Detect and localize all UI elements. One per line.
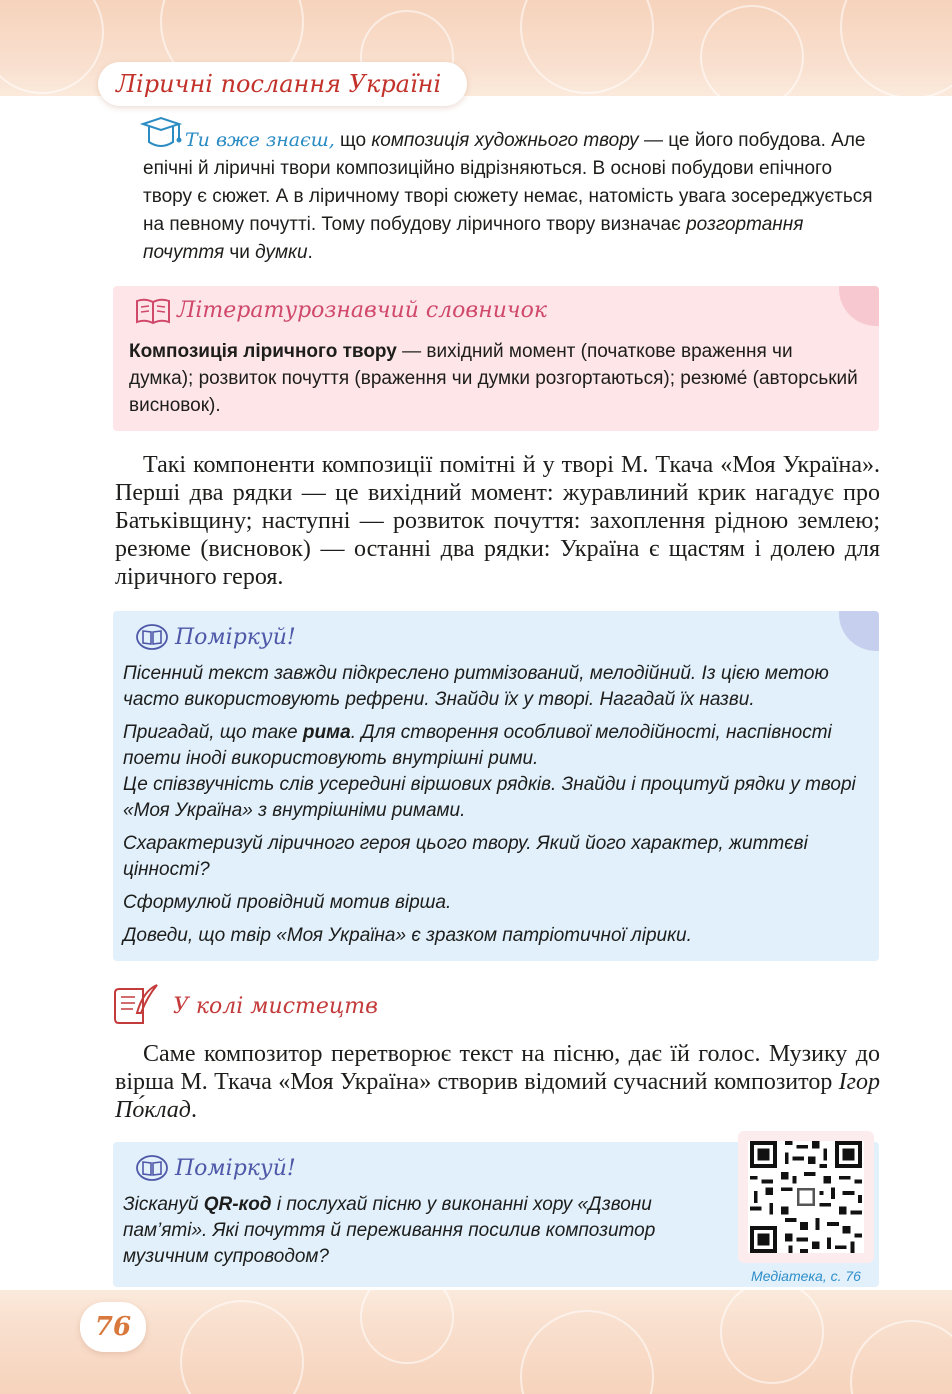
page-number-badge <box>80 1302 146 1352</box>
list-item <box>113 1192 713 1270</box>
list-item-text: Пригадай, що таке <box>123 722 303 743</box>
page-number: 76 <box>94 1312 132 1342</box>
bottom-ornament-band <box>0 1290 952 1394</box>
think-title: Поміркуй! <box>175 1155 296 1181</box>
running-title-text: Ліричні послання Україні <box>116 70 442 98</box>
list-item-bold: QR-код <box>203 1194 272 1215</box>
intro-text: — це його побудова. Але епічні й ліричні твори композиційно відрізняються. В основі побудови епічного твору є сюжет. А в ліричному творі сюжету немає, натомість увага зосереджується на певному почутті. Тому побудову ліричного твору визначає <box>143 130 873 235</box>
glossary-definition-text: — вихідний момент (початкове враження чи думка); розвиток почуття (враження чи думки розгортаються); резюме́ (авторський висновок). <box>129 341 858 416</box>
think-header <box>135 1154 296 1182</box>
running-title <box>98 62 467 106</box>
quill-scroll-icon <box>113 983 161 1029</box>
list-item <box>113 661 879 713</box>
question-list <box>113 1192 713 1277</box>
list-item-text: і послухай пісню у виконанні хору «Дзвони пам’яті». Які почуття й переживання посилив композитор музичним супроводом? <box>123 1194 656 1267</box>
intro-term: композиція художнього твору <box>371 130 639 151</box>
body-paragraph <box>115 1040 880 1124</box>
body-paragraph-text: . <box>190 1097 197 1123</box>
intro-text: що <box>334 130 372 151</box>
glossary-title: Літературознавчий словничок <box>177 298 547 323</box>
think-header <box>135 623 296 651</box>
art-section-title: У колі мистецтв <box>173 993 378 1019</box>
book-circle-icon <box>135 1154 169 1182</box>
list-item-text: Це співзвучність слів усередині віршових рядків. Знайди і процитуй рядки у творі «Моя Україна» з внутрішніми римами. <box>123 774 856 821</box>
corner-decoration <box>839 286 879 326</box>
list-item <box>113 831 879 883</box>
body-paragraph-text: Такі компоненти композиції помітні й у творі М. Ткача «Моя Україна». Перші два рядки — це вихідний момент: журавлиний крик нагадує про Батьківщину; наступні — розвиток почуття: захоплення рідною землею; резюме (висновок) — останні два рядки: Україна є щастям і долею для ліричного героя. <box>115 452 880 590</box>
book-circle-icon <box>135 623 169 651</box>
intro-term: думки <box>255 242 308 263</box>
glossary-term: Композиція ліричного твору <box>129 341 397 362</box>
qr-caption: Медіатека, с. 76 <box>751 1268 861 1284</box>
qr-code-image[interactable] <box>748 1141 864 1253</box>
glossary-box <box>113 286 879 431</box>
list-item-text: . Для створення особливої мелодійності, наспівності поети іноді використовують внутрішні рими. <box>123 722 832 769</box>
question-list <box>113 661 879 956</box>
intro-term: розгортання почуття <box>143 214 804 263</box>
think-box <box>113 611 879 961</box>
art-section-header <box>113 983 378 1029</box>
list-item-text: Доведи, що твір «Моя Україна» є зразком патріотичної лірики. <box>123 925 692 946</box>
list-item-text: Сформулюй провідний мотив вірша. <box>123 892 452 913</box>
list-item <box>113 923 879 949</box>
list-item-bold: рима <box>302 722 351 743</box>
glossary-definition <box>129 338 859 419</box>
intro-lead: Ти вже знаєш, <box>185 129 335 151</box>
intro-text: . <box>307 242 313 263</box>
list-item <box>113 720 879 824</box>
list-item-text: Зіскануй <box>123 1194 204 1215</box>
corner-decoration <box>839 611 879 651</box>
intro-text: чи <box>224 242 256 263</box>
list-item-text: Схарактеризуй ліричного героя цього твору. Який його характер, життєві цінності? <box>123 833 808 880</box>
open-book-icon <box>135 296 171 326</box>
think-title: Поміркуй! <box>175 624 296 650</box>
qr-code[interactable] <box>738 1131 874 1263</box>
body-paragraph <box>115 451 880 591</box>
composer-name: Ігор По́клад <box>115 1069 880 1123</box>
list-item-text: Пісенний текст завжди підкреслено ритмізований, мелодійний. Із цією метою часто використовують рефрени. Знайди їх у творі. Нагадай їх назви. <box>123 663 829 710</box>
list-item <box>113 890 879 916</box>
intro-paragraph <box>143 126 883 267</box>
body-paragraph-text: Саме композитор перетворює текст на пісню, дає їй голос. Музику до вірша М. Ткача «Моя Україна» створив відомий сучасний композитор <box>115 1041 880 1095</box>
